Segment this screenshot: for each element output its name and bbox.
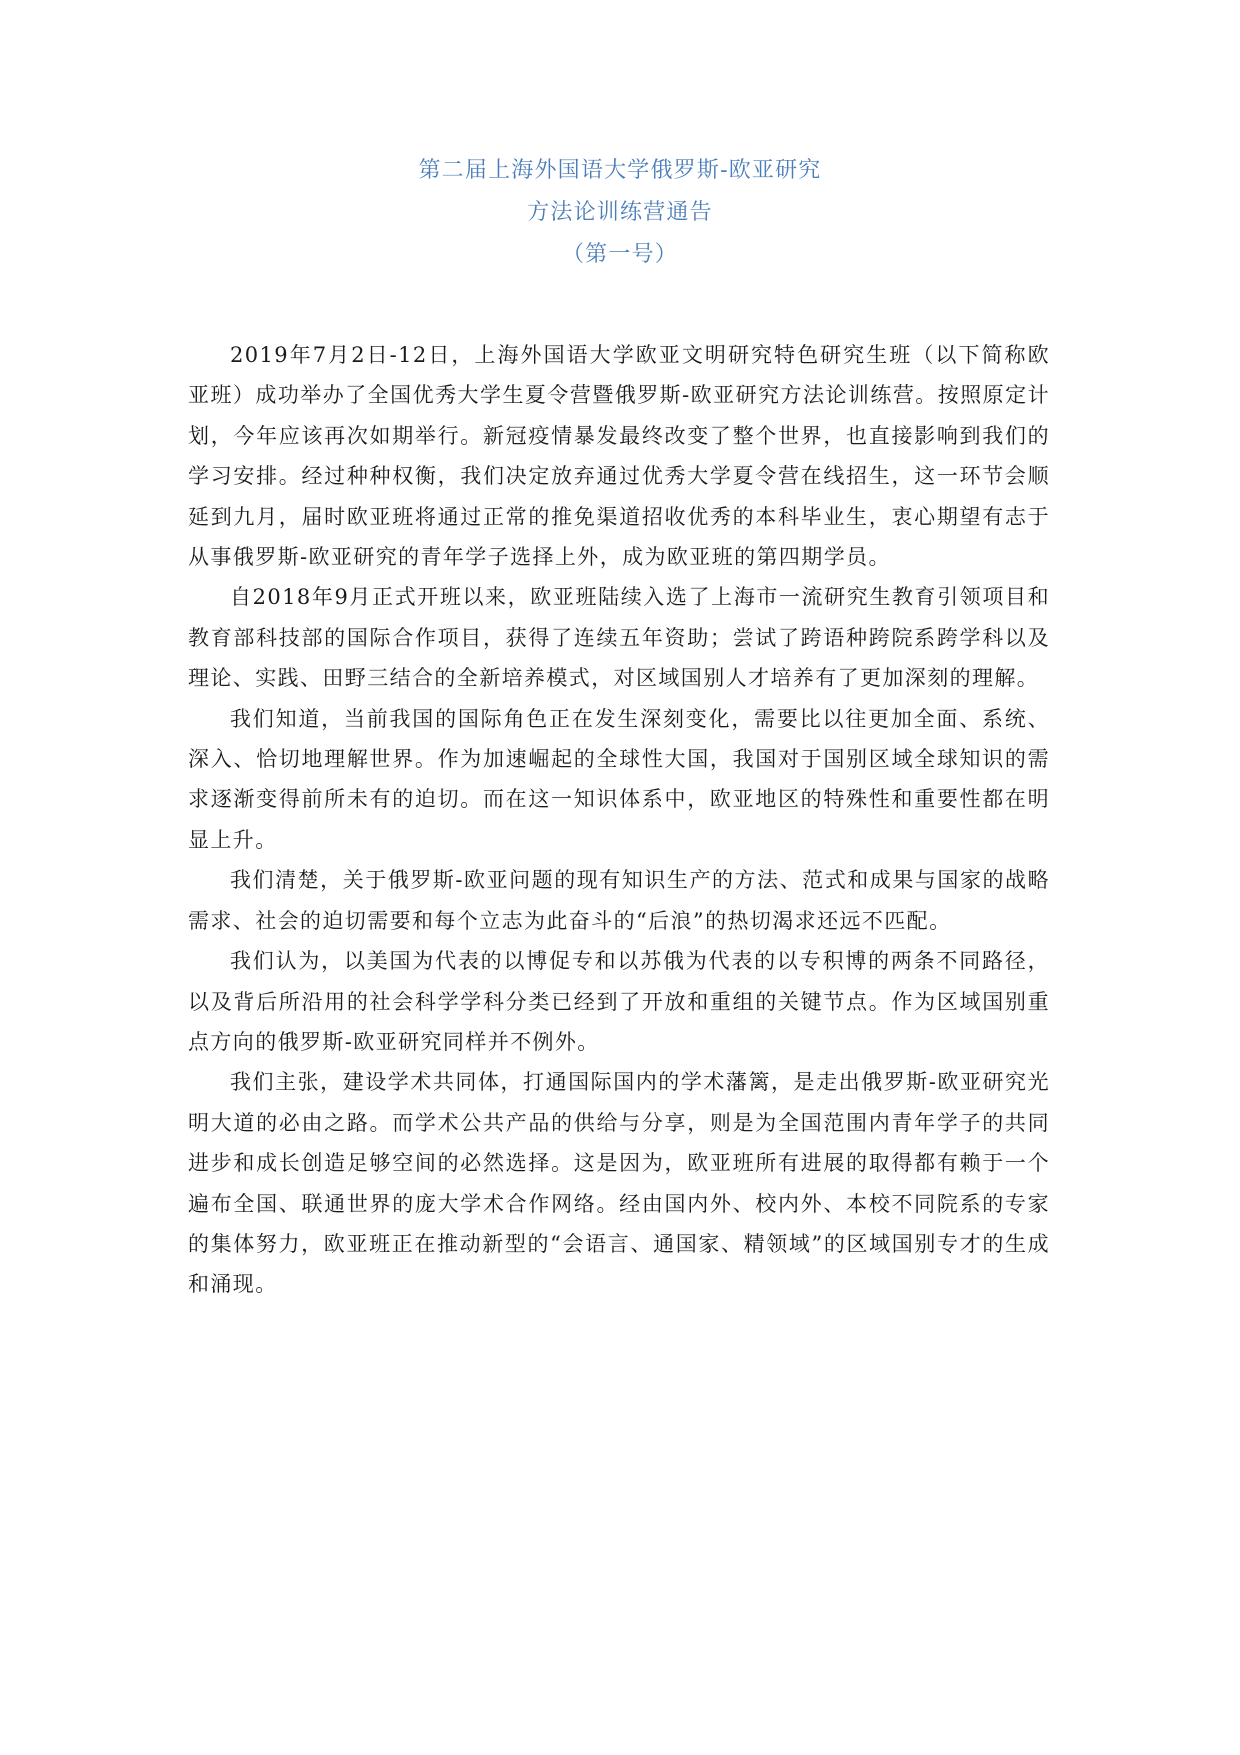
title-line-2: 方法论训练营通告 <box>527 200 713 225</box>
paragraph-5: 我们认为，以美国为代表的以博促专和以苏俄为代表的以专积博的两条不同路径，以及背后所沿用的社会科学学科分类已经到了开放和重组的关键节点。作为区域国别重点方向的俄罗斯-欧亚研究同样并不例外。 <box>188 949 1050 1054</box>
title-line-1: 第二届上海外国语大学俄罗斯-欧亚研究 <box>418 158 822 183</box>
paragraph-4: 我们清楚，关于俄罗斯-欧亚问题的现有知识生产的方法、范式和成果与国家的战略需求、社会的迫切需要和每个立志为此奋斗的“后浪”的热切渴求还远不匹配。 <box>188 868 1050 933</box>
paragraph-3: 我们知道，当前我国的国际角色正在发生深刻变化，需要比以往更加全面、系统、深入、恰切地理解世界。作为加速崛起的全球性大国，我国对于国别区域全球知识的需求逐渐变得前所未有的迫切。而在这一知识体系中，欧亚地区的特殊性和重要性都在明显上升。 <box>188 706 1050 852</box>
paragraph-1: 2019年7月2日-12日，上海外国语大学欧亚文明研究特色研究生班（以下简称欧亚班）成功举办了全国优秀大学生夏令营暨俄罗斯-欧亚研究方法论训练营。按照原定计划，今年应该再次如期举行。新冠疫情暴发最终改变了整个世界，也直接影响到我们的学习安排。经过种种权衡，我们决定放弃通过优秀大学夏令营在线招生，这一环节会顺延到九月，届时欧亚班将通过正常的推免渠道招收优秀的本科毕业生，衷心期望有志于从事俄罗斯-欧亚研究的青年学子选择上外，成为欧亚班的第四期学员。 <box>188 343 1050 570</box>
title-line-3: （第一号） <box>561 242 678 267</box>
paragraph-6: 我们主张，建设学术共同体，打通国际国内的学术藩篱，是走出俄罗斯-欧亚研究光明大道的必由之路。而学术公共产品的供给与分享，则是为全国范围内青年学子的共同进步和成长创造足够空间的必然选择。这是因为，欧亚班所有进展的取得都有赖于一个遍布全国、联通世界的庞大学术合作网络。经由国内外、校内外、本校不同院系的专家的集体努力，欧亚班正在推动新型的“会语言、通国家、精领域”的区域国别专才的生成和涌现。 <box>188 1070 1050 1297</box>
notice-body <box>188 335 1050 1305</box>
notice-title <box>0 150 1240 276</box>
paragraph-2: 自2018年9月正式开班以来，欧亚班陆续入选了上海市一流研究生教育引领项目和教育部科技部的国际合作项目，获得了连续五年资助；尝试了跨语种跨院系跨学科以及理论、实践、田野三结合的全新培养模式，对区域国别人才培养有了更加深刻的理解。 <box>188 585 1050 691</box>
